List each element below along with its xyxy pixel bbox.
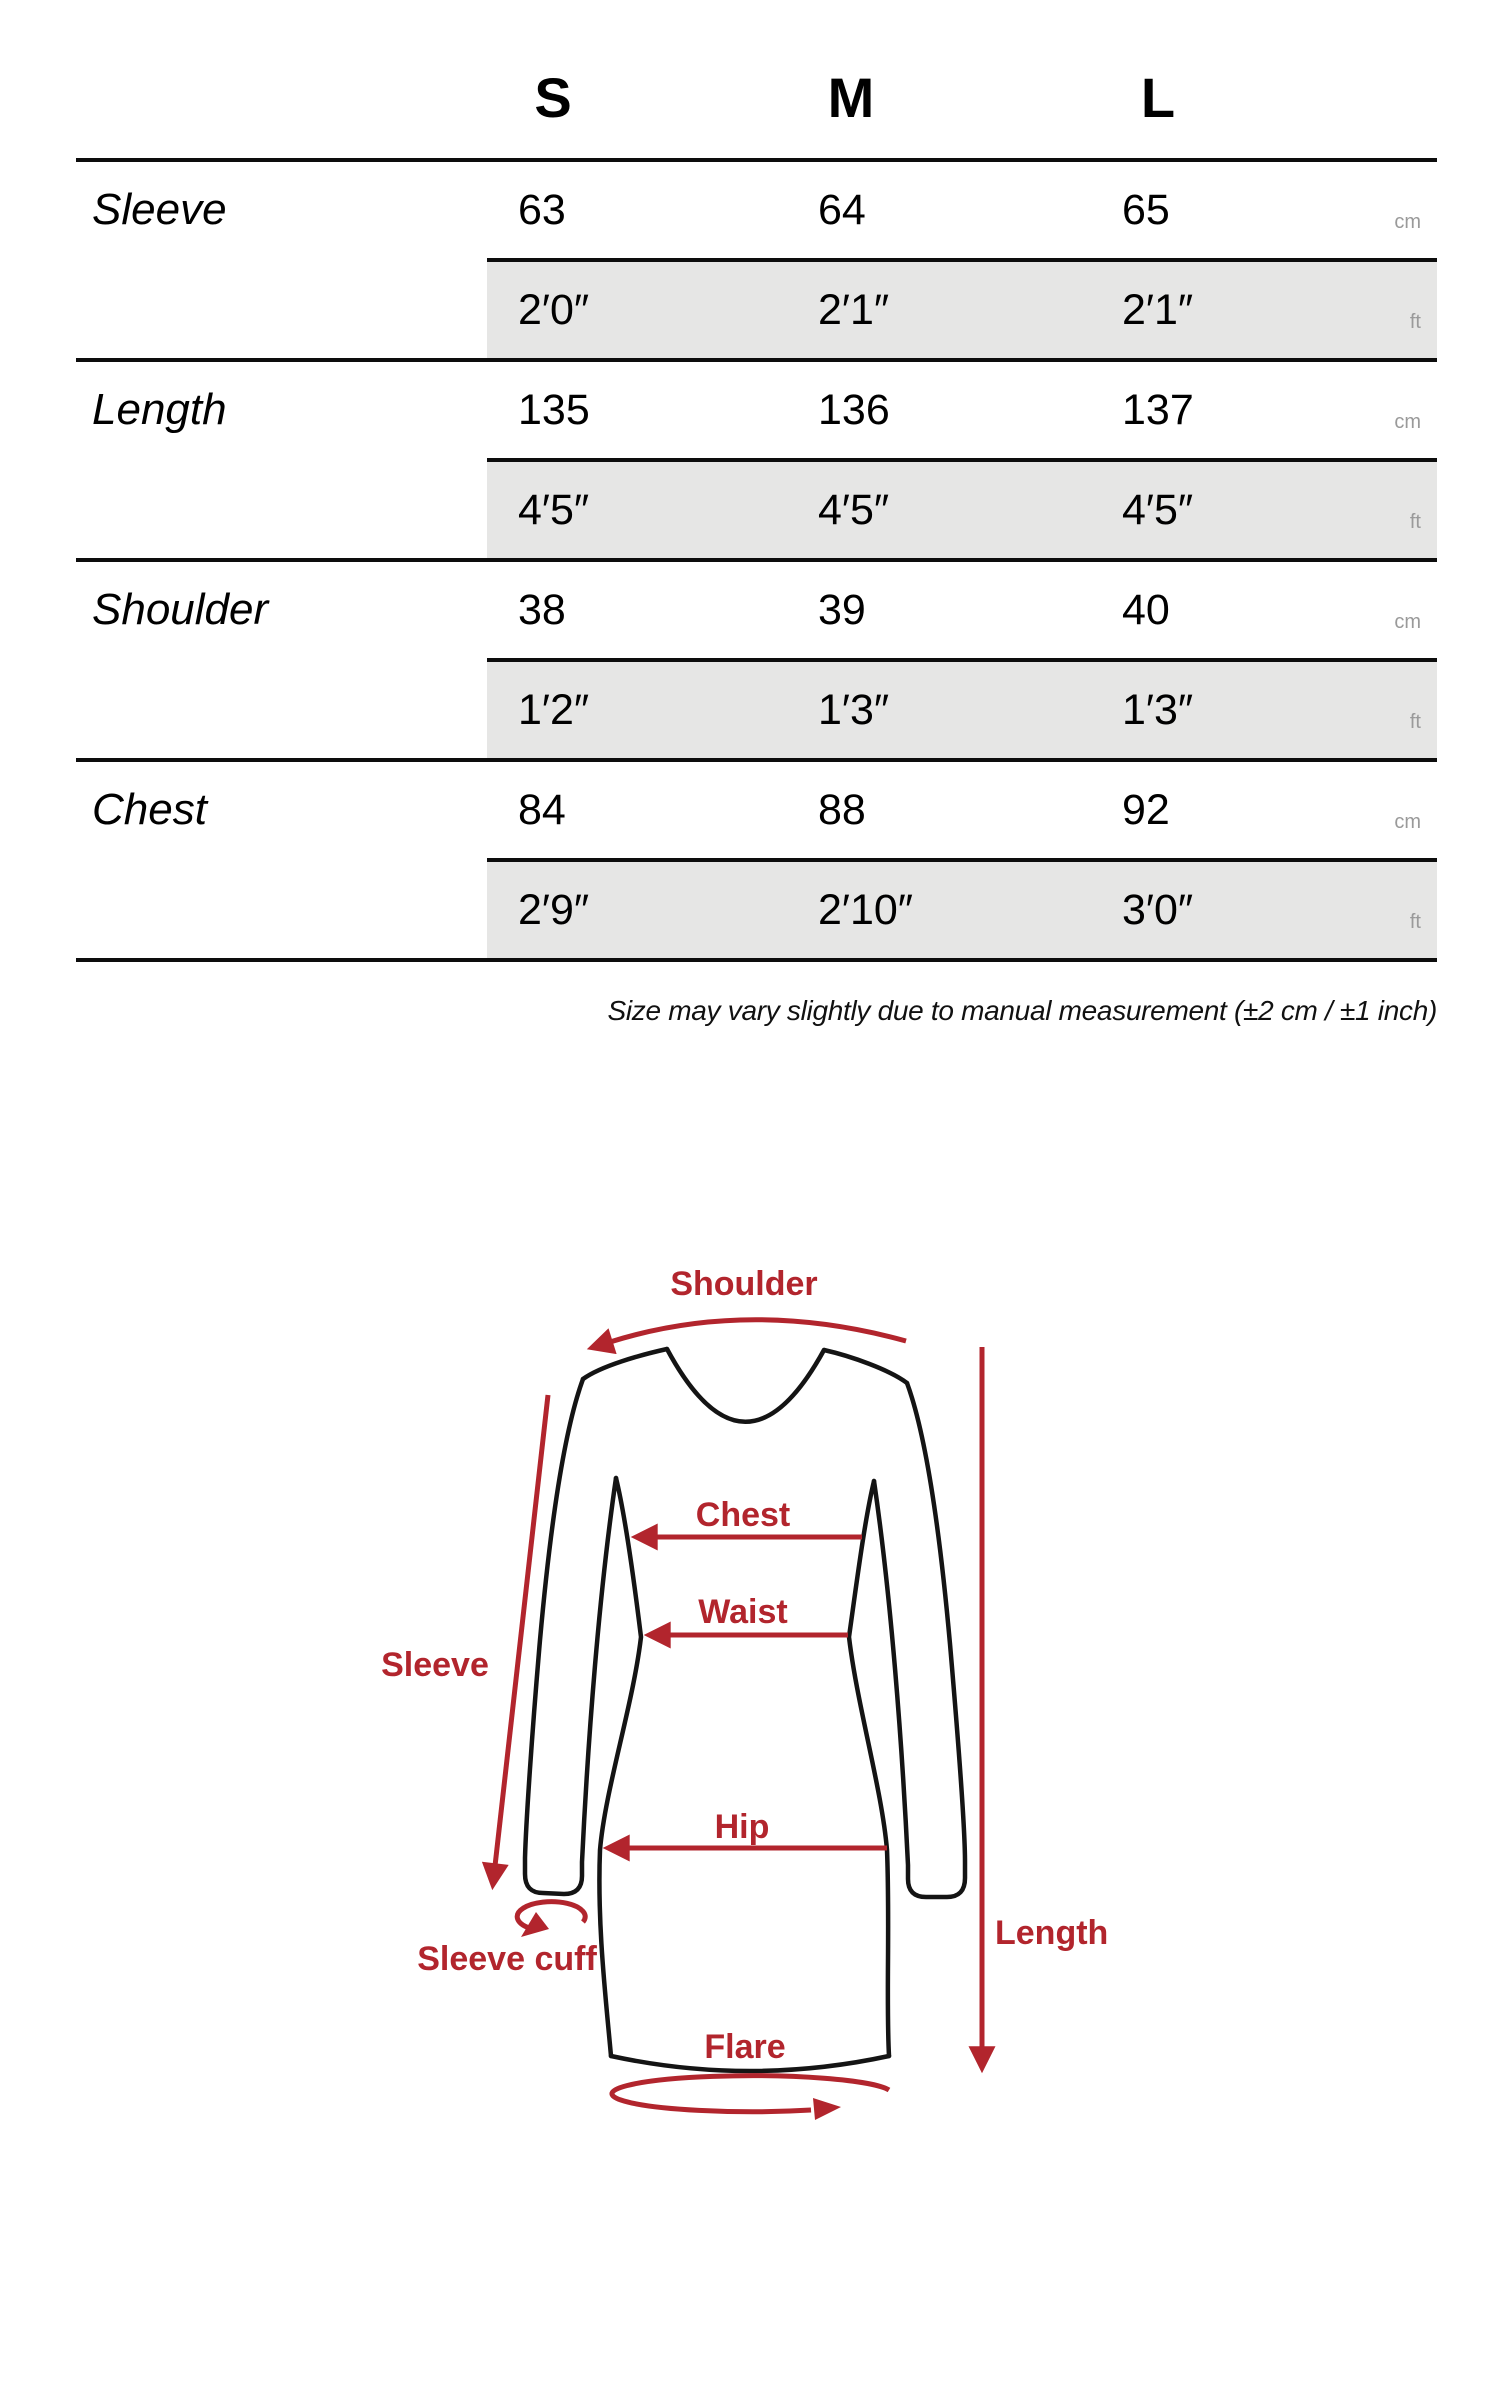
shoulder-arc-arrow: [610, 1320, 906, 1342]
unit-ft: ft: [1409, 710, 1421, 733]
unit-cm: cm: [1394, 410, 1421, 433]
length-ft-s: 4′5″: [518, 485, 590, 534]
unit-ft: ft: [1409, 310, 1421, 333]
flare-arrowhead: [813, 2098, 841, 2120]
size-column-header-s: S: [534, 66, 572, 129]
sleeve-cm-m: 64: [818, 185, 866, 234]
sleeve-label: Sleeve: [381, 1646, 489, 1684]
dress-neckline: [667, 1349, 824, 1422]
chest-cm-l: 92: [1122, 785, 1170, 834]
shoulder-ft-s: 1′2″: [518, 685, 590, 734]
length-cm-l: 137: [1122, 385, 1194, 434]
shoulder-ft-l: 1′3″: [1122, 685, 1194, 734]
dress-left-shoulder: [583, 1349, 667, 1379]
length-ft-l: 4′5″: [1122, 485, 1194, 534]
shoulder-cm-l: 40: [1122, 585, 1170, 634]
dress-right-shoulder: [824, 1350, 907, 1383]
length-cm-s: 135: [518, 385, 590, 434]
sleeve-cuff-circle-arrow: [517, 1902, 585, 1928]
chest-ft-l: 3′0″: [1122, 885, 1194, 934]
unit-ft: ft: [1409, 510, 1421, 533]
waist-label: Waist: [698, 1593, 788, 1631]
length-cm-m: 136: [818, 385, 890, 434]
row-label-shoulder: Shoulder: [92, 585, 269, 634]
size-column-header-l: L: [1140, 66, 1176, 129]
row-label-chest: Chest: [92, 785, 207, 834]
chest-cm-s: 84: [518, 785, 566, 834]
unit-cm: cm: [1394, 810, 1421, 833]
sleeve-cuff-label: Sleeve cuff: [417, 1940, 597, 1978]
row-label-sleeve: Sleeve: [92, 185, 227, 234]
chest-ft-m: 2′10″: [818, 885, 914, 934]
sleeve-cm-l: 65: [1122, 185, 1170, 234]
flare-circle-arrow: [612, 2076, 889, 2112]
row-label-length: Length: [92, 385, 227, 434]
flare-label: Flare: [704, 2028, 786, 2066]
length-ft-m: 4′5″: [818, 485, 890, 534]
dress-right-sleeve: [874, 1383, 965, 1897]
unit-cm: cm: [1394, 210, 1421, 233]
unit-cm: cm: [1394, 610, 1421, 633]
chest-ft-s: 2′9″: [518, 885, 590, 934]
measurement-note: Size may vary slightly due to manual measurement (±2 cm / ±1 inch): [607, 995, 1437, 1026]
sleeve-ft-s: 2′0″: [518, 285, 590, 334]
shoulder-label: Shoulder: [670, 1265, 818, 1303]
size-column-header-m: M: [827, 66, 875, 129]
shoulder-ft-m: 1′3″: [818, 685, 890, 734]
chest-cm-m: 88: [818, 785, 866, 834]
shoulder-cm-s: 38: [518, 585, 566, 634]
unit-ft: ft: [1409, 910, 1421, 933]
shoulder-cm-m: 39: [818, 585, 866, 634]
length-label: Length: [995, 1914, 1109, 1952]
sleeve-ft-l: 2′1″: [1122, 285, 1194, 334]
hip-label: Hip: [714, 1808, 770, 1846]
sleeve-ft-m: 2′1″: [818, 285, 890, 334]
chest-label: Chest: [695, 1496, 791, 1534]
sleeve-cm-s: 63: [518, 185, 566, 234]
